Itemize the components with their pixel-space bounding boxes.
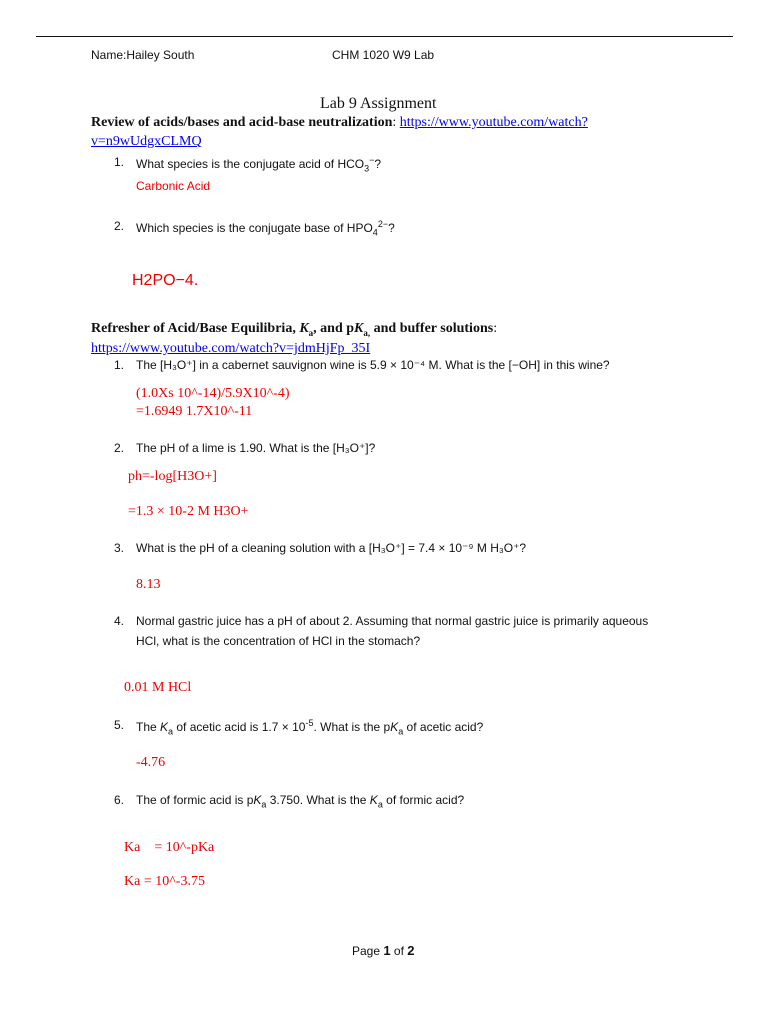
footer-page-number: 1 [383, 943, 391, 958]
s2-q6-number: 6. [114, 793, 125, 807]
s2-heading-a1: a [308, 327, 314, 338]
s2-q6-post: of formic acid? [382, 793, 465, 807]
s2-q5-mid: of acetic acid is 1.7 × 10 [173, 720, 306, 734]
s2-heading-colon: : [493, 321, 498, 336]
s2-q2-answer-line2: =1.3 × 10-2 M H3O+ [128, 504, 249, 519]
s1-q1-sup: − [369, 155, 375, 165]
footer-total-pages: 2 [407, 943, 415, 958]
s2-q6-question [136, 793, 464, 809]
footer-page-word: Page [352, 944, 384, 958]
s2-q5-a2: a [398, 726, 404, 737]
s2-heading-pre: Refresher of Acid/Base Equilibria, [91, 321, 300, 336]
s2-q1-answer-line1: (1.0Xs 10^-14)/5.9X10^-4) [136, 386, 290, 401]
page-footer [352, 943, 415, 958]
s2-q6-a2: a [377, 799, 383, 810]
s2-q1-number: 1. [114, 358, 125, 372]
s1-q2-number: 2. [114, 219, 125, 233]
s2-q3-number: 3. [114, 541, 125, 555]
s2-q5-k: K [160, 720, 169, 734]
s2-q2-question: The pH of a lime is 1.90. What is the [H₃O⁺]? [136, 441, 376, 455]
student-name: Name:Hailey South [91, 48, 195, 62]
s2-q6-a: a [261, 799, 267, 810]
s1-q1-qmark: ? [374, 157, 382, 171]
s2-heading-a2: a, [363, 327, 371, 338]
s2-q6-answer-line1: Ka = 10^-pKa [124, 840, 215, 855]
s2-q5-answer: -4.76 [136, 755, 166, 770]
s1-q2-sup: 2− [377, 219, 389, 229]
s1-q2-text: Which species is the conjugate base of HPO [136, 221, 373, 235]
s2-heading-k2: K [354, 321, 364, 336]
s2-heading-mid: , and p [313, 321, 355, 336]
s2-q4-number: 4. [114, 614, 125, 628]
s2-q4-question-line1: Normal gastric juice has a pH of about 2. Assuming that normal gastric juice is primarily aqueous [136, 614, 649, 628]
s2-heading-post: and buffer solutions [370, 321, 494, 336]
s1-q1-text: What species is the conjugate acid of HCO [136, 157, 365, 171]
section1-heading-text: Review of acids/bases and acid-base neutralization [91, 115, 393, 130]
s1-q2-sub: 4 [372, 227, 378, 238]
s2-q3-answer: 8.13 [136, 577, 161, 592]
s2-q6-pre: The of formic acid is p [136, 793, 254, 807]
s2-q6-answer-line2: Ka = 10^-3.75 [124, 874, 205, 889]
s2-q5-pre: The [136, 720, 161, 734]
s1-q1-sub: 3 [364, 163, 370, 174]
s1-q1-answer: Carbonic Acid [136, 179, 211, 193]
section1-heading [91, 115, 588, 131]
s1-q2-answer: H2PO−4. [132, 272, 199, 289]
s2-q5-a: a [168, 726, 174, 737]
s2-q6-k2: K [369, 793, 378, 807]
s2-q1-question: The [H₃O⁺] in a cabernet sauvignon wine is 5.9 × 10⁻⁴ M. What is the [−OH] in this wine? [136, 358, 610, 372]
s2-heading-k1: K [299, 321, 309, 336]
s2-q2-answer-line1: ph=-log[H3O+] [128, 469, 217, 484]
section1-link-line2-wrap [91, 132, 202, 150]
section1-video-link[interactable]: https://www.youtube.com/watch? [399, 115, 588, 130]
s1-q1-number: 1. [114, 155, 125, 169]
s2-q5-k2: K [390, 720, 399, 734]
section2-heading [91, 321, 497, 338]
s2-q5-number: 5. [114, 718, 125, 732]
section2-video-link[interactable]: https://www.youtube.com/watch?v=jdmHjFp_35I [91, 341, 371, 356]
section1-colon: : [392, 115, 400, 130]
header-rule [36, 36, 733, 37]
s1-q1-question [136, 155, 381, 173]
s2-q5-exp: -5 [305, 718, 314, 728]
s2-q4-answer: 0.01 M HCl [124, 680, 192, 695]
section1-video-link-cont[interactable]: v=n9wUdgxCLMQ [91, 134, 202, 149]
footer-of-word: of [390, 944, 408, 958]
s2-q6-k: K [253, 793, 262, 807]
s2-q5-mid2: . What is the p [313, 720, 391, 734]
s1-q2-question [136, 219, 395, 237]
page-title: Lab 9 Assignment [320, 95, 437, 112]
s1-q2-qmark: ? [388, 221, 395, 235]
s2-q3-question: What is the pH of a cleaning solution with a [H₃O⁺] = 7.4 × 10⁻⁹ M H₃O⁺? [136, 541, 527, 555]
course-code: CHM 1020 W9 Lab [332, 48, 435, 62]
s2-q1-answer-line2: =1.6949 1.7X10^-11 [136, 404, 253, 419]
section2-link-wrap [91, 339, 370, 357]
s2-q2-number: 2. [114, 441, 125, 455]
s2-q5-post: of acetic acid? [403, 720, 484, 734]
s2-q6-mid: 3.750. What is the [266, 793, 370, 807]
s2-q4-question-line2: HCl, what is the concentration of HCl in the stomach? [136, 634, 421, 648]
s2-q5-question [136, 718, 483, 736]
